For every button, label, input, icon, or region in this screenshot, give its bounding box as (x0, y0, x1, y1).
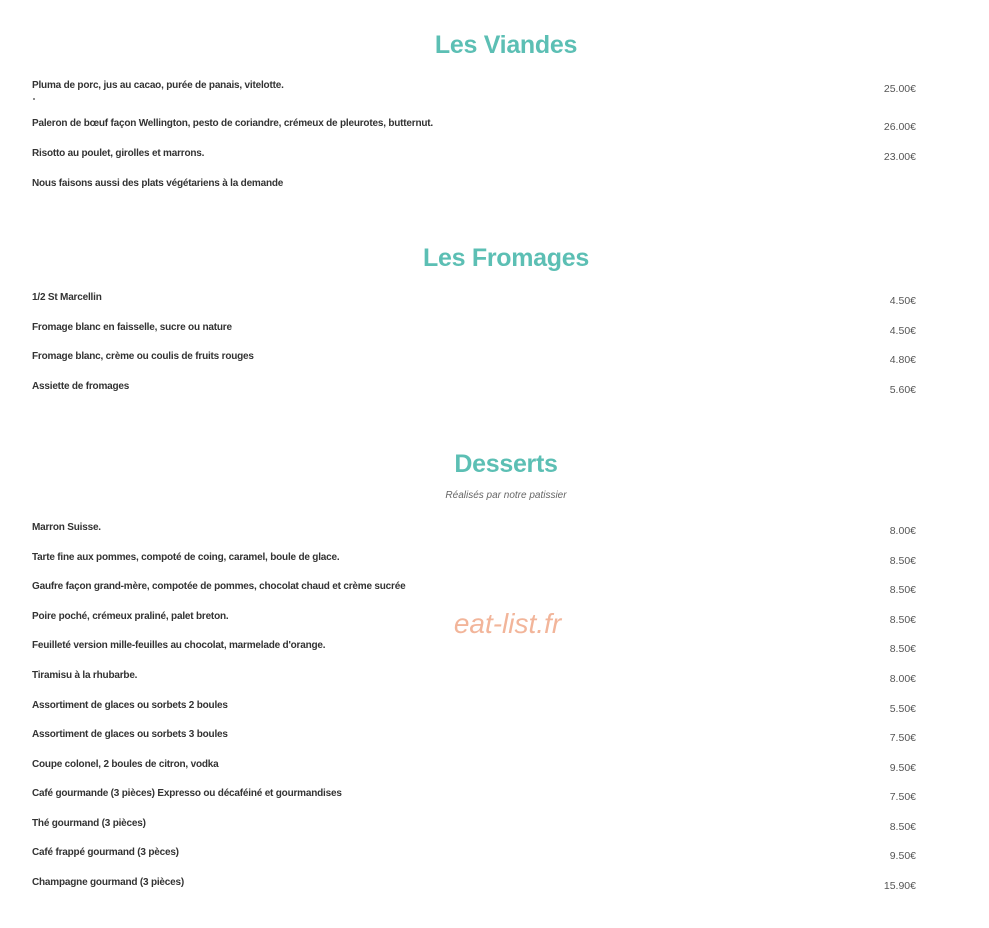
section-subtitle: Réalisés par notre patissier (445, 490, 567, 501)
menu-item-name: Assortiment de glaces ou sorbets 2 boules (32, 700, 228, 711)
menu-item-name: 1/2 St Marcellin (32, 292, 102, 303)
menu-item-name: Thé gourmand (3 pièces) (32, 818, 146, 829)
menu-item-price: 23.00€ (883, 151, 916, 163)
vegetarian-note: Nous faisons aussi des plats végétariens à la demande (32, 178, 284, 189)
menu-item-price: 8.50€ (889, 584, 916, 596)
menu-item-name: Marron Suisse. (32, 522, 101, 533)
menu-item-price: 25.00€ (883, 83, 916, 95)
menu-item-price: 4.80€ (889, 354, 916, 366)
menu-item-name: Feuilleté version mille-feuilles au chocolat, marmelade d'orange. (32, 640, 326, 651)
menu-item (32, 381, 916, 397)
menu-item-name: Paleron de bœuf façon Wellington, pesto de coriandre, crémeux de pleurotes, butternut. (32, 118, 434, 129)
menu-item (32, 788, 916, 804)
watermark: eat-list.fr (453, 608, 562, 639)
section-title-viandes: Les Viandes (434, 31, 578, 59)
menu-item-name: Champagne gourmand (3 pièces) (32, 877, 185, 888)
menu-item-price: 7.50€ (889, 791, 916, 803)
menu-item (32, 522, 916, 538)
menu-item (32, 847, 916, 863)
menu-item-name: Fromage blanc en faisselle, sucre ou nature (32, 322, 232, 333)
menu-item (32, 118, 916, 134)
menu-item (32, 670, 916, 686)
menu-item-name: Poire poché, crémeux praliné, palet breton. (32, 611, 229, 622)
menu-item-name: Gaufre façon grand-mère, compotée de pommes, chocolat chaud et crème sucrée (32, 581, 406, 592)
menu-item-price: 8.50€ (889, 555, 916, 567)
menu-item (32, 552, 916, 568)
menu-item (32, 292, 916, 308)
menu-item-price: 4.50€ (889, 325, 916, 337)
menu-item-name: Pluma de porc, jus au cacao, purée de panais, vitelotte. (32, 80, 284, 91)
menu-item-price: 5.60€ (889, 384, 916, 396)
menu-item-name: Tarte fine aux pommes, compoté de coing, caramel, boule de glace. (32, 552, 340, 563)
menu-item-name: Assiette de fromages (32, 381, 130, 392)
menu-item (32, 700, 916, 716)
menu-item-name: Assortiment de glaces ou sorbets 3 boules (32, 729, 228, 740)
menu-item-name: Café gourmande (3 pièces) Expresso ou décaféiné et gourmandises (32, 788, 342, 799)
menu-item (32, 759, 916, 775)
section-title-fromages: Les Fromages (423, 244, 589, 272)
menu-item (32, 877, 916, 893)
menu-item (32, 148, 916, 164)
menu-item-name: Risotto au poulet, girolles et marrons. (32, 148, 205, 159)
menu-item-price: 9.50€ (889, 762, 916, 774)
menu-item-name: Fromage blanc, crème ou coulis de fruits rouges (32, 351, 254, 362)
stray-dot (33, 98, 35, 100)
menu-item (32, 80, 916, 96)
menu-item-name: Tiramisu à la rhubarbe. (32, 670, 138, 681)
menu-item-price: 7.50€ (889, 732, 916, 744)
section-title-desserts: Desserts (454, 450, 558, 478)
menu-item-price: 4.50€ (889, 295, 916, 307)
menu-item-price: 8.50€ (889, 614, 916, 626)
menu-item-price: 26.00€ (883, 121, 916, 133)
menu-item-name: Café frappé gourmand (3 pèces) (32, 847, 179, 858)
menu-item-price: 8.50€ (889, 643, 916, 655)
menu-item-price: 8.50€ (889, 821, 916, 833)
menu-note (32, 178, 916, 194)
menu-item-price: 15.90€ (883, 880, 916, 892)
menu-item-price: 5.50€ (889, 703, 916, 715)
menu-item (32, 351, 916, 367)
menu-item-price: 8.00€ (889, 673, 916, 685)
menu-item (32, 729, 916, 745)
menu-item (32, 581, 916, 597)
menu-item (32, 640, 916, 656)
menu-item (32, 818, 916, 834)
menu-item-name: Coupe colonel, 2 boules de citron, vodka (32, 759, 219, 770)
menu-item-price: 9.50€ (889, 850, 916, 862)
menu-item-price: 8.00€ (889, 525, 916, 537)
menu-item (32, 322, 916, 338)
